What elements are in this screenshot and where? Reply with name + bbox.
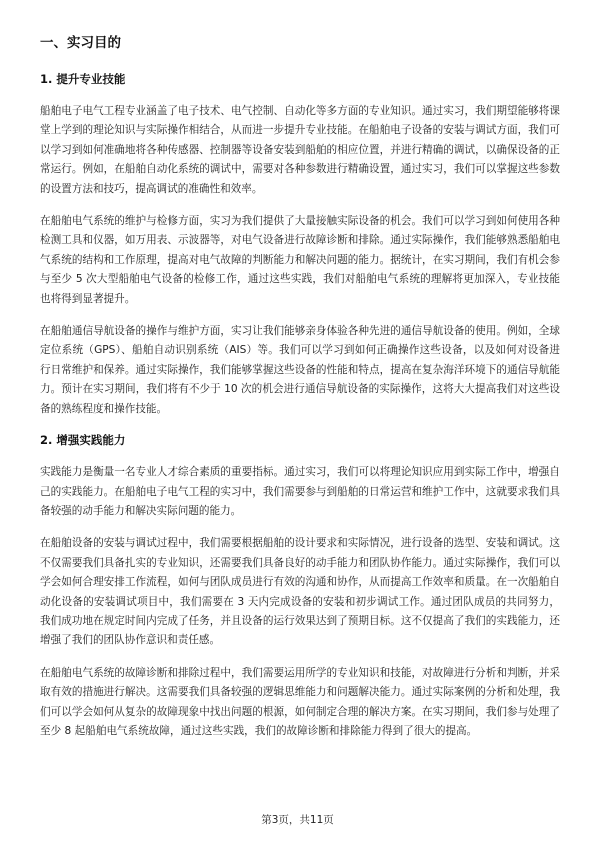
section-heading: 一、实习目的 [40, 35, 121, 51]
paragraph: 在船舶电气系统的维护与检修方面，实习为我们提供了大量接触实际设备的机会。我们可以学习到如何使用各种检测工具和仪器，如万用表、示波器等，对电气设备进行故障诊断和排除。通过实际操作，我们能够熟悉船舶电气系统的结构和工作原理，提高对电气故障的判断能力和解决问题的能力。据统计，在实习期间，我们有机会参与至少 5 次大型船舶电气设备的检修工作，通过这些实践，我们对船舶电气系统的理解将更加深入，专业技能也将得到显著提升。 [40, 215, 560, 305]
paragraph: 在船舶通信导航设备的操作与维护方面，实习让我们能够亲身体验各种先进的通信导航设备的使用。例如，全球定位系统（GPS）、船舶自动识别系统（AIS）等。我们可以学习到如何正确操作这些设备，以及如何对设备进行日常维护和保养。通过实际操作，我们能够掌握这些设备的性能和特点，提高在复杂海洋环境下的通信导航能力。预计在实习期间，我们将有不少于 10 次的机会进行通信导航设备的实际操作，这将大大提高我们对这些设备的熟练程度和操作技能。 [40, 325, 560, 415]
paragraph: 在船舶设备的安装与调试过程中，我们需要根据船舶的设计要求和实际情况，进行设备的选型、安装和调试。这不仅需要我们具备扎实的专业知识，还需要我们具备良好的动手能力和团队协作能力。通过实际操作，我们可以学会如何合理安排工作流程，如何与团队成员进行有效的沟通和协作，从而提高工作效率和质量。在一次船舶自动化设备的安装调试项目中，我们需要在 3 天内完成设备的安装和初步调试工作。通过团队成员的共同努力，我们成功地在规定时间内完成了任务，并且设备的运行效果达到了预期目标。这不仅提高了我们的实践能力，还增强了我们的团队协作意识和责任感。 [40, 537, 560, 647]
paragraph: 在船舶电气系统的故障诊断和排除过程中，我们需要运用所学的专业知识和技能，对故障进行分析和判断，并采取有效的措施进行解决。这需要我们具备较强的逻辑思维能力和问题解决能力。通过实际案例的分析和处理，我们可以学会如何从复杂的故障现象中找出问题的根源，如何制定合理的解决方案。在实习期间，我们参与处理了至少 8 起船舶电气系统故障，通过这些实践，我们的故障诊断和排除能力得到了很大的提高。 [40, 666, 560, 737]
page-number-footer: 第3页，共11页 [261, 814, 334, 826]
paragraph: 实践能力是衡量一名专业人才综合素质的重要指标。通过实习，我们可以将理论知识应用到实际工作中，增强自己的实践能力。在船舶电子电气工程的实习中，我们需要参与到船舶的日常运营和维护工作中，这就要求我们具备较强的动手能力和解决实际问题的能力。 [40, 466, 560, 517]
page-content [40, 34, 560, 754]
subsection-heading-2: 2. 增强实践能力 [40, 433, 126, 448]
paragraph: 船舶电子电气工程专业涵盖了电子技术、电气控制、自动化等多方面的专业知识。通过实习，我们期望能够将课堂上学到的理论知识与实际操作相结合，从而进一步提升专业技能。在船舶电子设备的安装与调试方面，我们可以学习到如何准确地将各种传感器、控制器等设备安装到船舶的相应位置，并进行精确的调试，以确保设备的正常运行。例如，在船舶自动化系统的调试中，需要对各种参数进行精确设置，通过实习，我们可以掌握这些参数的设置方法和技巧，提高调试的准确性和效率。 [40, 105, 560, 195]
subsection-heading-1: 1. 提升专业技能 [40, 72, 126, 86]
